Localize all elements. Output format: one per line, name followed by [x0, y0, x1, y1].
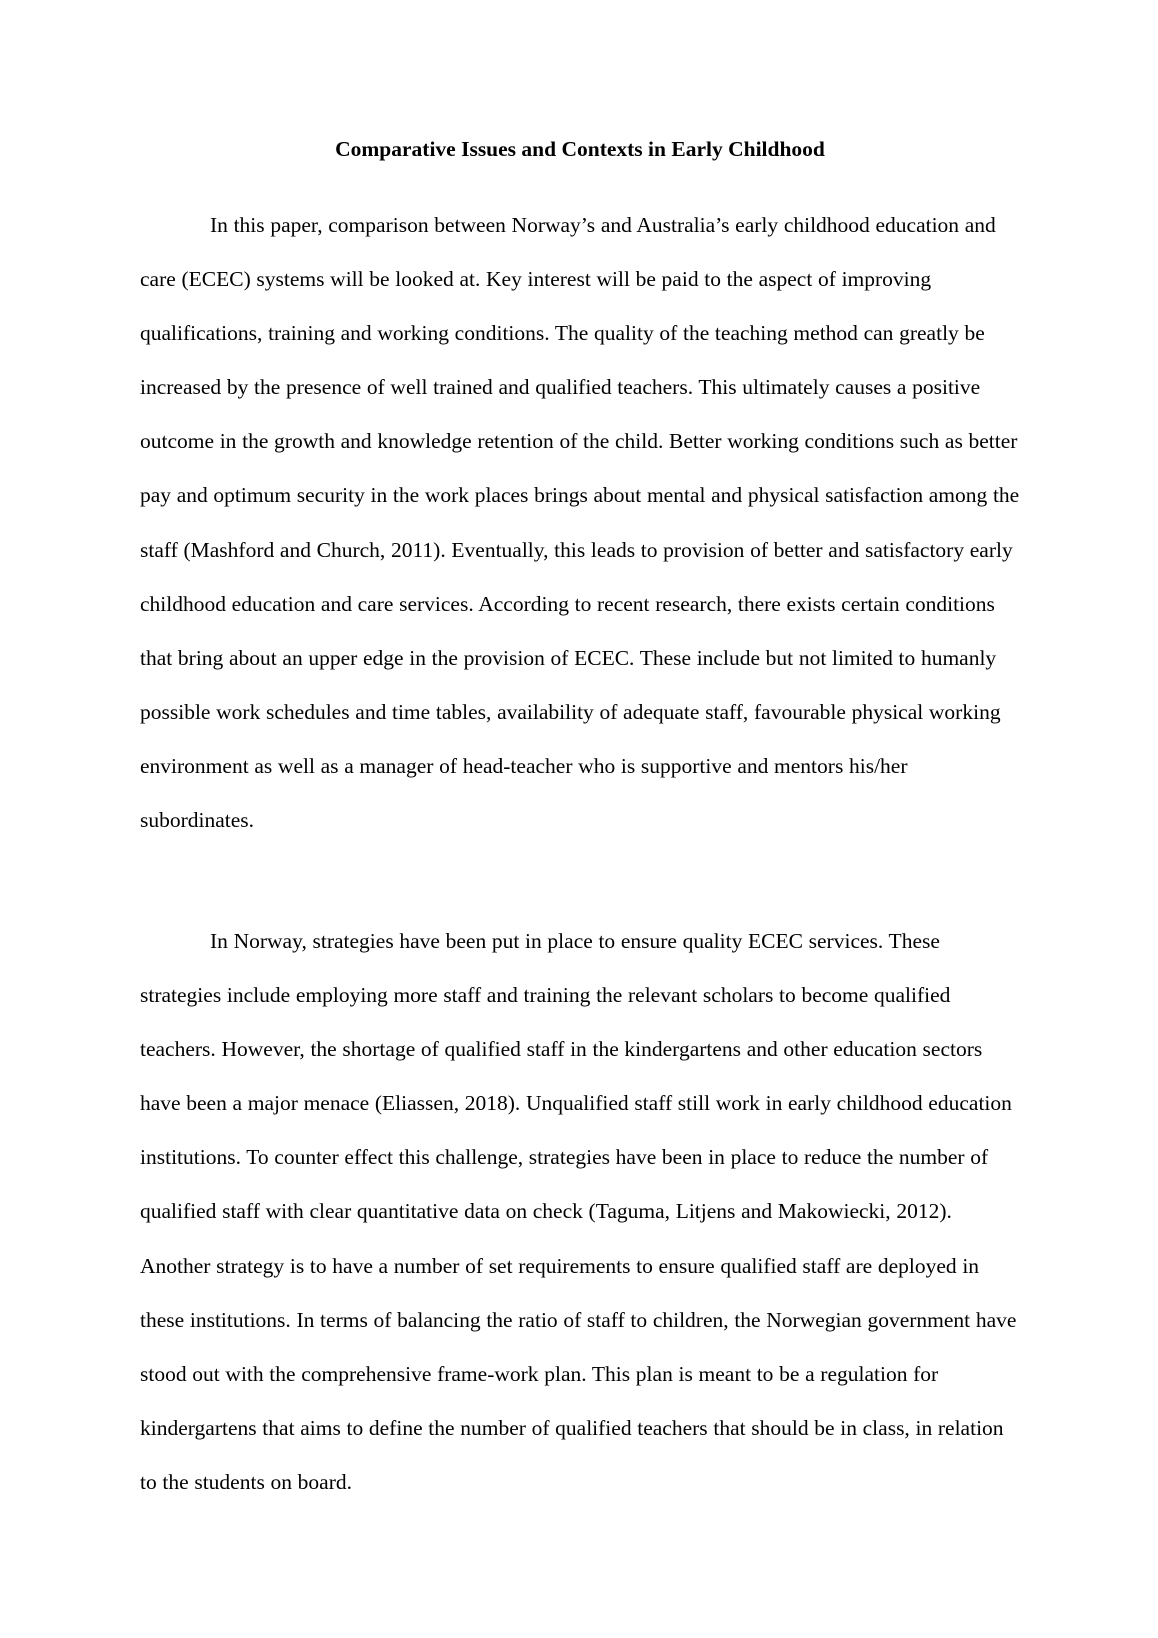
document-title: Comparative Issues and Contexts in Early Childhood — [335, 137, 825, 161]
body-paragraph-2: In Norway, strategies have been put in place to ensure quality ECEC services. These strategies include employing more staff and training the relevant scholars to become qualified teachers. However, the shortage of qualified staff in the kindergartens and other education sectors have been a major menace (Eliassen, 2018). Unqualified staff still work in early childhood education institutions. To counter effect this challenge, strategies have been in place to reduce the number of qualified staff with clear quantitative data on check (Taguma, Litjens and Makowiecki, 2012). Another strategy is to have a number of set requirements to ensure qualified staff are deployed in these institutions. In terms of balancing the ratio of staff to children, the Norwegian government have stood out with the comprehensive frame-work plan. This plan is meant to be a regulation for kindergartens that aims to define the number of qualified teachers that should be in class, in relation to the students on board. — [140, 929, 1017, 1494]
body-paragraph-1: In this paper, comparison between Norway’s and Australia’s early childhood education and care (ECEC) systems will be looked at. Key interest will be paid to the aspect of improving qualifications, training and working conditions. The quality of the teaching method can greatly be increased by the presence of well trained and qualified teachers. This ultimately causes a positive outcome in the growth and knowledge retention of the child. Better working conditions such as better pay and optimum security in the work places brings about mental and physical satisfaction among the staff (Mashford and Church, 2011). Eventually, this leads to provision of better and satisfactory early childhood education and care services. According to recent research, there exists certain conditions that bring about an upper edge in the provision of ECEC. These include but not limited to humanly possible work schedules and time tables, availability of adequate staff, favourable physical working environment as well as a manager of head-teacher who is supportive and mentors his/her subordinates. — [140, 213, 1020, 833]
